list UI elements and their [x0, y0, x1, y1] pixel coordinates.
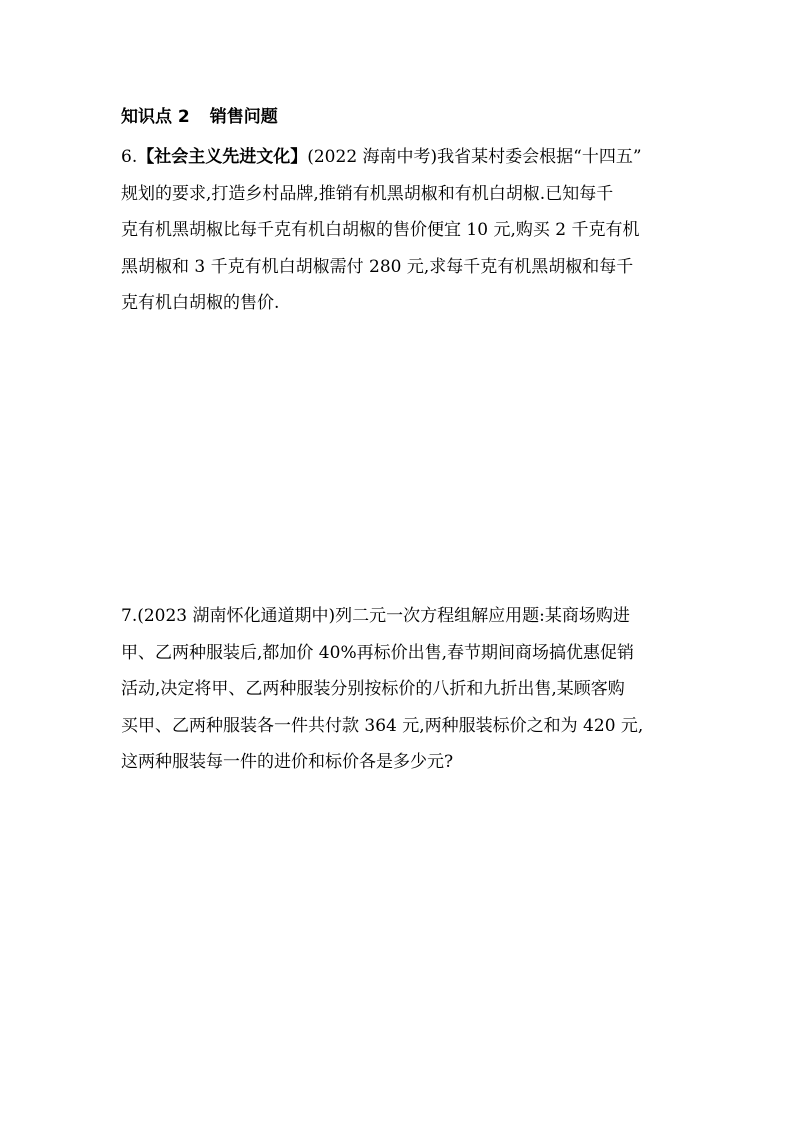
- problem-6-line-1-text: (2022 海南中考)我省某村委会根据“十四五”: [307, 147, 642, 167]
- problem-7-line-3: 活动,决定将甲、乙两种服装分别按标价的八折和九折出售,某顾客购: [121, 679, 625, 699]
- problem-7: [121, 598, 681, 781]
- problem-6-line-3: 克有机黑胡椒比每千克有机白胡椒的售价便宜 10 元,购买 2 千克有机: [121, 220, 640, 240]
- problem-7-line-5: 这两种服装每一件的进价和标价各是多少元?: [121, 752, 454, 772]
- section-label: 知识点 2: [121, 107, 190, 127]
- problem-6-tag: 【社会主义先进文化】: [137, 147, 308, 167]
- problem-7-line-1: 7.(2023 湖南怀化通道期中)列二元一次方程组解应用题:某商场购进: [121, 606, 630, 626]
- problem-6-line-4: 黑胡椒和 3 千克有机白胡椒需付 280 元,求每千克有机黑胡椒和每千: [121, 256, 634, 277]
- section-title: 销售问题: [209, 107, 278, 127]
- problem-6-line-5: 克有机白胡椒的售价.: [121, 293, 280, 313]
- problem-6-number: 6.: [121, 147, 138, 167]
- problem-6-line-2: 规划的要求,打造乡村品牌,推销有机黑胡椒和有机白胡椒.已知每千: [121, 183, 614, 204]
- problem-7-line-4: 买甲、乙两种服装各一件共付款 364 元,两种服装标价之和为 420 元,: [121, 715, 644, 736]
- section-heading: [121, 105, 278, 129]
- problem-7-line-2: 甲、乙两种服装后,都加价 40%再标价出售,春节期间商场搞优惠促销: [121, 642, 634, 663]
- problem-6-line-1: [121, 139, 681, 176]
- problem-6: [121, 139, 681, 322]
